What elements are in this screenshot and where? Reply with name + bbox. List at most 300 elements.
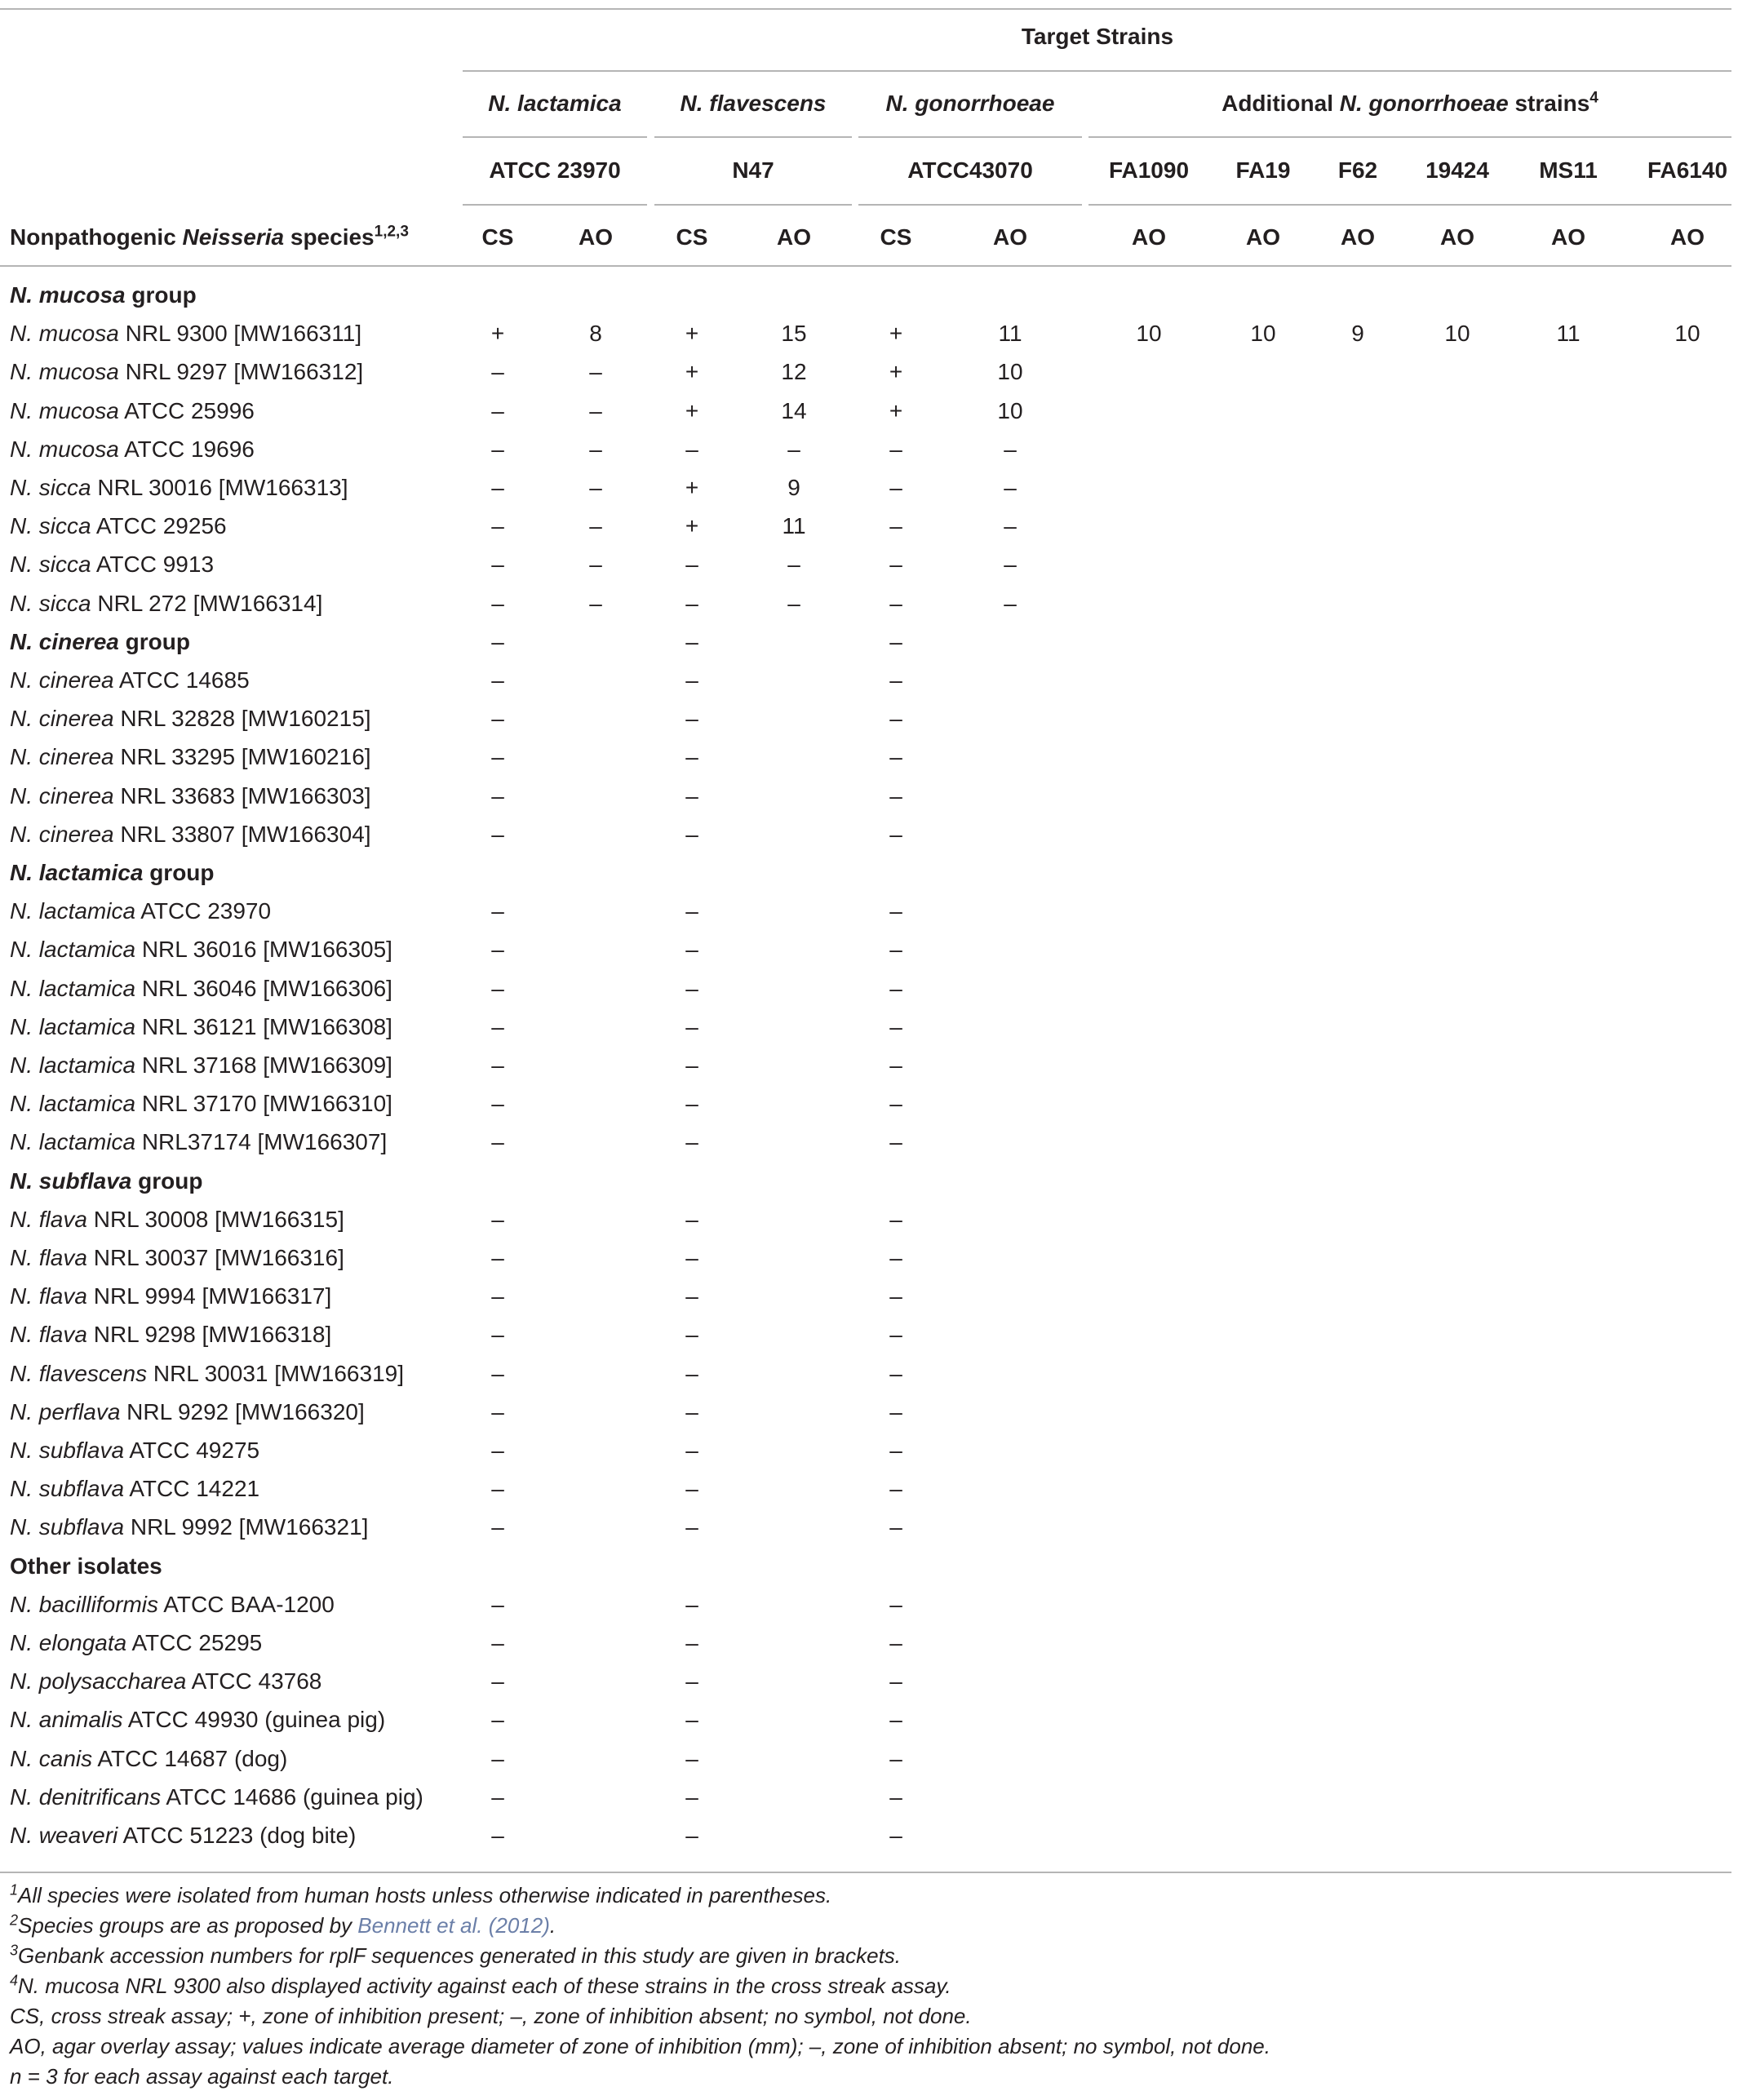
strain-heading: ATCC43070 — [907, 157, 1033, 183]
table-cell: – — [589, 359, 602, 385]
table-cell: – — [685, 1052, 698, 1078]
strain-label: ATCC 9913 — [91, 552, 215, 578]
table-cell: – — [685, 706, 698, 732]
species-name: N. weaveri — [10, 1823, 118, 1848]
table-cell: – — [491, 1783, 504, 1810]
table-cell: 10 — [997, 359, 1023, 385]
table-cell: 10 — [997, 397, 1023, 423]
assay-heading: AO — [777, 224, 811, 250]
strain-label: group — [118, 628, 190, 654]
species-heading-lactamica — [463, 90, 647, 117]
footnote-ao: AO, agar overlay assay; values indicate average diameter of zone of inhibition (mm); –, zone of inhibition absent; no symbol, not done. — [10, 2034, 1270, 2058]
table-cell: – — [889, 628, 902, 654]
table-cell: – — [889, 1707, 902, 1733]
table-cell: – — [491, 359, 504, 385]
table-cell: – — [889, 436, 902, 462]
table-cell: – — [889, 1360, 902, 1386]
footnote-4: $^4$N. mucosa NRL 9300 also displayed activity against each of these strains in the cross streak assay. — [10, 1972, 951, 1998]
row-label — [10, 1706, 385, 1734]
strain-label: Other isolates — [10, 1553, 162, 1579]
species-rule-gonorrhoeae — [858, 136, 1082, 138]
row-label — [10, 1052, 392, 1079]
assay-heading: AO — [993, 224, 1027, 250]
table-cell: – — [889, 1476, 902, 1502]
table-cell: – — [491, 1438, 504, 1463]
row-label — [10, 667, 250, 694]
row-label — [10, 1206, 344, 1234]
table-cell: – — [491, 821, 504, 847]
table-cell: – — [685, 1091, 698, 1117]
table-cell: – — [685, 1476, 698, 1502]
table-cell: – — [491, 1129, 504, 1155]
table-cell: – — [1004, 590, 1017, 616]
group-heading — [10, 1167, 202, 1195]
table-cell: – — [685, 937, 698, 963]
table-cell: – — [491, 1707, 504, 1733]
table-cell: – — [491, 1091, 504, 1117]
strain-rule-lactamica — [463, 204, 647, 206]
table-cell: – — [491, 397, 504, 423]
strain-label: ATCC 29256 — [91, 513, 227, 539]
strain-label: ATCC 23970 — [135, 898, 272, 924]
table-cell: – — [889, 898, 902, 924]
table-cell: – — [491, 937, 504, 963]
strain-label: ATCC 49930 (guinea pig) — [122, 1707, 386, 1733]
table-cell: – — [685, 628, 698, 654]
strain-label: NRL 9297 [MW166312] — [118, 359, 364, 385]
table-cell: – — [685, 1322, 698, 1348]
species-name: N. bacilliformis — [10, 1591, 159, 1617]
strain-heading: FA6140 — [1647, 157, 1728, 183]
species-name: N. lactamica — [10, 937, 136, 963]
table-cell: – — [889, 821, 902, 847]
species-name: N. lactamica — [10, 975, 136, 1001]
species-name: N. subflava — [10, 1438, 125, 1463]
row-label — [10, 1822, 356, 1850]
row-label — [10, 975, 392, 1003]
strain-label: ATCC 25996 — [118, 397, 255, 423]
species-name: N. mucosa — [10, 436, 119, 462]
species-name: N. mucosa — [10, 397, 119, 423]
table-cell: – — [589, 513, 602, 539]
table-cell: – — [491, 1668, 504, 1695]
footnote-1: $^1$All species were isolated from human hosts unless otherwise indicated in parentheses. — [10, 1881, 832, 1907]
table-cell: – — [491, 1322, 504, 1348]
table-cell: – — [685, 1398, 698, 1424]
strain-label: NRL 33683 [MW166303] — [113, 782, 371, 809]
table-cell: – — [589, 397, 602, 423]
table-cell: – — [889, 667, 902, 693]
table-cell: – — [685, 1591, 698, 1617]
table-cell: – — [1004, 513, 1017, 539]
group-heading — [10, 628, 190, 656]
row-label — [10, 1745, 287, 1773]
assay-heading: AO — [1132, 224, 1166, 250]
row-label — [10, 1783, 423, 1811]
strain-label: NRL 32828 [MW160215] — [113, 706, 371, 732]
row-label — [10, 1244, 344, 1272]
species-name: N. lactamica — [488, 91, 622, 116]
table-cell: 10 — [1444, 321, 1470, 347]
table-cell: – — [685, 1129, 698, 1155]
strain-heading: F62 — [1337, 157, 1378, 183]
table-cell: – — [889, 1668, 902, 1695]
species-name: N. lactamica — [10, 1091, 136, 1117]
species-name: N. gonorrhoeae — [1339, 91, 1509, 116]
row-label — [10, 1475, 259, 1503]
row-label — [10, 821, 371, 848]
assay-heading: AO — [1341, 224, 1375, 250]
strain-label: group — [125, 282, 197, 308]
table-cell: – — [491, 667, 504, 693]
assay-heading: CS — [676, 224, 708, 250]
species-name: N. mucosa — [10, 282, 126, 308]
strain-rule-gonorrhoeae — [858, 204, 1082, 206]
strain-label: ATCC 14686 (guinea pig) — [161, 1783, 423, 1810]
row-label — [10, 1128, 387, 1156]
table-cell: – — [889, 1783, 902, 1810]
table-cell: + — [685, 359, 699, 385]
table-cell: 15 — [781, 321, 807, 347]
strain-label: NRL 37168 [MW166309] — [135, 1052, 392, 1078]
species-name: N. lactamica — [10, 1052, 136, 1078]
table-cell: – — [491, 706, 504, 732]
strain-label: ATCC 14685 — [113, 667, 250, 693]
table-cell: – — [491, 975, 504, 1001]
table-cell: – — [491, 1360, 504, 1386]
species-name: N. subflava — [10, 1476, 125, 1502]
table-cell: – — [589, 552, 602, 578]
species-name: N. sicca — [10, 475, 91, 500]
table-cell: – — [889, 1322, 902, 1348]
table-cell: 14 — [781, 397, 807, 423]
footnote-3: $^3$Genbank accession numbers for rplF sequences generated in this study are given in brackets. — [10, 1942, 902, 1968]
table-cell: – — [685, 667, 698, 693]
strain-label: ATCC 49275 — [124, 1438, 260, 1463]
table-cell: – — [889, 1206, 902, 1232]
table-cell: – — [685, 1783, 698, 1810]
species-name: N. lactamica — [10, 898, 136, 924]
strain-heading: MS11 — [1539, 157, 1598, 183]
strain-label: NRL 36046 [MW166306] — [135, 975, 392, 1001]
strain-rule-flavescens — [654, 204, 852, 206]
table-cell: 12 — [781, 359, 807, 385]
table-cell: – — [491, 782, 504, 809]
species-name: N. lactamica — [10, 1013, 136, 1039]
table-cell: – — [889, 1245, 902, 1270]
table-cell: 9 — [787, 475, 800, 500]
table-cell: – — [589, 436, 602, 462]
strain-label: NRL 37170 [MW166310] — [135, 1091, 392, 1117]
row-label — [10, 1437, 259, 1464]
table-cell: – — [491, 1398, 504, 1424]
table-cell: + — [685, 513, 699, 539]
footnote-2: $^2$Species groups are as proposed by Bennett et al. (2012). — [10, 1912, 556, 1938]
table-cell: 8 — [589, 321, 602, 347]
table-cell: – — [685, 1707, 698, 1733]
row-label — [10, 1283, 331, 1310]
group-heading — [10, 859, 215, 887]
table-bottom-rule — [0, 1872, 1731, 1873]
strain-label: NRL 36121 [MW166308] — [135, 1013, 392, 1039]
table-cell: – — [787, 590, 800, 616]
table-cell: – — [889, 1052, 902, 1078]
strain-label: NRL 30008 [MW166315] — [86, 1206, 344, 1232]
strain-label: ATCC 19696 — [118, 436, 255, 462]
row-label — [10, 320, 361, 348]
table-cell: – — [889, 590, 902, 616]
table-cell: – — [589, 475, 602, 500]
species-name: N. subflava — [10, 1514, 125, 1540]
table-cell: – — [889, 975, 902, 1001]
strain-label: NRL 36016 [MW166305] — [135, 937, 392, 963]
table-cell: – — [889, 475, 902, 500]
strain-label: NRL 272 [MW166314] — [91, 590, 323, 616]
table-cell: – — [491, 1013, 504, 1039]
row-label — [10, 397, 255, 425]
assay-heading: AO — [579, 224, 613, 250]
strain-heading: ATCC 23970 — [489, 157, 621, 183]
species-name: N. flava — [10, 1206, 87, 1232]
table-cell: – — [685, 1438, 698, 1463]
table-cell: 9 — [1351, 321, 1364, 347]
table-cell: – — [589, 590, 602, 616]
row-label — [10, 1668, 321, 1695]
table-cell: – — [889, 1398, 902, 1424]
table-cell: + — [490, 321, 505, 347]
table-cell: – — [491, 1630, 504, 1655]
row-label — [10, 1090, 392, 1118]
table-cell: – — [889, 744, 902, 770]
table-cell: – — [685, 552, 698, 578]
species-name: N. mucosa — [10, 359, 119, 385]
target-strains-rule — [463, 70, 1731, 72]
table-cell: – — [1004, 436, 1017, 462]
species-name: N. sicca — [10, 513, 91, 539]
table-cell: – — [685, 590, 698, 616]
strain-heading: 19424 — [1425, 157, 1489, 183]
strain-heading: FA1090 — [1108, 157, 1190, 183]
row-label — [10, 782, 371, 810]
species-rule-lactamica — [463, 136, 647, 138]
table-cell: – — [889, 552, 902, 578]
table-cell: – — [685, 1283, 698, 1309]
row-label — [10, 474, 348, 502]
table-cell: – — [491, 898, 504, 924]
table-cell: – — [491, 1591, 504, 1617]
table-cell: – — [889, 1591, 902, 1617]
species-name: N. lactamica — [10, 860, 144, 885]
row-label — [10, 358, 363, 386]
strain-label: NRL 9300 [MW166311] — [118, 321, 362, 347]
table-cell: 11 — [1556, 321, 1581, 347]
table-cell: – — [685, 1206, 698, 1232]
species-name: N. canis — [10, 1745, 93, 1771]
table-cell: – — [685, 1745, 698, 1771]
table-cell: – — [889, 1438, 902, 1463]
table-cell: – — [491, 513, 504, 539]
table-cell: – — [491, 552, 504, 578]
row-label — [10, 1591, 335, 1619]
strain-label: NRL37174 [MW166307] — [135, 1129, 388, 1155]
table-cell: – — [491, 436, 504, 462]
table-cell: + — [889, 359, 903, 385]
species-name: N. elongata — [10, 1630, 127, 1655]
table-cell: – — [889, 706, 902, 732]
row-label — [10, 1629, 262, 1657]
species-name: N. sicca — [10, 552, 91, 578]
species-name: N. flava — [10, 1283, 87, 1309]
strain-label: NRL 9994 [MW166317] — [86, 1283, 332, 1309]
assay-heading: AO — [1551, 224, 1585, 250]
assay-heading: AO — [1246, 224, 1280, 250]
table-cell: + — [685, 475, 699, 500]
table-cell: – — [491, 1745, 504, 1771]
table-cell: 10 — [1674, 321, 1700, 347]
table-cell: – — [889, 513, 902, 539]
row-label — [10, 1360, 404, 1388]
species-rule-additional — [1088, 136, 1731, 138]
table-cell: + — [889, 321, 903, 347]
row-label — [10, 1398, 365, 1426]
table-cell: – — [491, 590, 504, 616]
table-cell: – — [787, 552, 800, 578]
table-cell: – — [685, 782, 698, 809]
species-name: N. flavescens — [10, 1360, 148, 1386]
strain-heading: N47 — [732, 157, 774, 183]
strain-label: group — [143, 860, 215, 885]
table-cell: – — [889, 1630, 902, 1655]
row-label — [10, 743, 371, 771]
table-cell: – — [491, 1052, 504, 1078]
row-label — [10, 897, 271, 925]
assay-heading: AO — [1440, 224, 1474, 250]
species-name: N. cinerea — [10, 628, 119, 654]
footnote-n: n = 3 for each assay against each target. — [10, 2064, 394, 2089]
row-label — [10, 551, 214, 578]
table-cell: – — [685, 1630, 698, 1655]
species-name: N. polysaccharea — [10, 1668, 187, 1695]
strain-label: NRL 33295 [MW160216] — [113, 744, 371, 770]
species-name: N. cinerea — [10, 667, 114, 693]
species-rule-flavescens — [654, 136, 852, 138]
row-header: Nonpathogenic Neisseria species$^{1,2,3}$ — [10, 223, 409, 250]
strain-label: ATCC BAA-1200 — [158, 1591, 335, 1617]
strain-label: ATCC 25295 — [126, 1630, 263, 1655]
table-cell: – — [889, 1129, 902, 1155]
row-label — [10, 1321, 331, 1349]
table-cell: – — [1004, 552, 1017, 578]
strain-label: NRL 9298 [MW166318] — [86, 1322, 332, 1348]
table-cell: – — [491, 1476, 504, 1502]
table-cell: – — [685, 1245, 698, 1270]
strain-label: ATCC 14221 — [124, 1476, 260, 1502]
species-name: N. flavescens — [680, 91, 827, 116]
table-cell: – — [685, 1823, 698, 1848]
table-cell: + — [685, 397, 699, 423]
strain-label: NRL 30037 [MW166316] — [86, 1245, 344, 1270]
table-cell: – — [491, 1206, 504, 1232]
table-cell: – — [685, 898, 698, 924]
row-label — [10, 436, 255, 463]
table-cell: – — [889, 1823, 902, 1848]
row-label — [10, 1013, 392, 1041]
table-cell: – — [889, 1283, 902, 1309]
species-name: N. gonorrhoeae — [885, 91, 1055, 116]
table-cell: – — [889, 1514, 902, 1540]
species-heading-additional: Additional N. gonorrhoeae strains$^4$ — [1221, 89, 1598, 116]
species-name: N. denitrificans — [10, 1783, 162, 1810]
target-strains-heading: Target Strains — [1021, 24, 1174, 49]
species-name: N. flava — [10, 1322, 87, 1348]
row-label — [10, 936, 392, 964]
table-cell: – — [491, 475, 504, 500]
species-name: N. cinerea — [10, 744, 114, 770]
header-bottom-rule — [0, 265, 1731, 267]
table-cell: 10 — [1136, 321, 1162, 347]
table-cell: 11 — [998, 321, 1022, 347]
strain-label: ATCC 43768 — [186, 1668, 322, 1695]
assay-heading: CS — [481, 224, 514, 250]
row-label — [10, 512, 227, 540]
citation-link[interactable]: Bennett et al. (2012) — [357, 1913, 550, 1938]
group-heading — [10, 281, 197, 309]
group-heading — [10, 1553, 162, 1580]
table-cell: – — [491, 1245, 504, 1270]
strain-label: NRL 9992 [MW166321] — [124, 1514, 369, 1540]
species-name: N. cinerea — [10, 782, 114, 809]
table-cell: – — [685, 821, 698, 847]
row-label — [10, 705, 371, 733]
species-name: N. mucosa — [10, 321, 119, 347]
strain-label: ATCC 14687 (dog) — [92, 1745, 288, 1771]
table-cell: – — [889, 1013, 902, 1039]
table-cell: – — [491, 1514, 504, 1540]
assay-heading: CS — [880, 224, 912, 250]
table-cell: + — [685, 321, 699, 347]
species-name: N. flava — [10, 1245, 87, 1270]
table-cell: – — [491, 1283, 504, 1309]
species-heading-gonorrhoeae — [858, 90, 1082, 117]
table-cell: – — [491, 1823, 504, 1848]
species-heading-flavescens — [654, 90, 852, 117]
species-name: N. perflava — [10, 1398, 121, 1424]
table-cell: – — [685, 436, 698, 462]
strain-label: group — [131, 1167, 203, 1194]
table-cell: – — [787, 436, 800, 462]
table-cell: – — [685, 1013, 698, 1039]
species-name: N. cinerea — [10, 706, 114, 732]
table-cell: – — [685, 744, 698, 770]
species-name: N. subflava — [10, 1167, 132, 1194]
footnote-cs: CS, cross streak assay; +, zone of inhibition present; –, zone of inhibition absent; no symbol, not done. — [10, 2004, 972, 2028]
species-name: N. lactamica — [10, 1129, 136, 1155]
table-cell: – — [889, 937, 902, 963]
table-cell: – — [1004, 475, 1017, 500]
row-label — [10, 1513, 368, 1541]
table-cell: – — [685, 1360, 698, 1386]
species-name: N. cinerea — [10, 821, 114, 847]
table-cell: – — [685, 975, 698, 1001]
top-rule — [0, 8, 1731, 10]
table-cell: – — [889, 1745, 902, 1771]
row-label — [10, 590, 322, 618]
table-cell: – — [685, 1514, 698, 1540]
table-cell: + — [889, 397, 903, 423]
strain-label: NRL 30016 [MW166313] — [91, 475, 348, 500]
table-cell: – — [889, 1091, 902, 1117]
strain-label: NRL 30031 [MW166319] — [147, 1360, 404, 1386]
